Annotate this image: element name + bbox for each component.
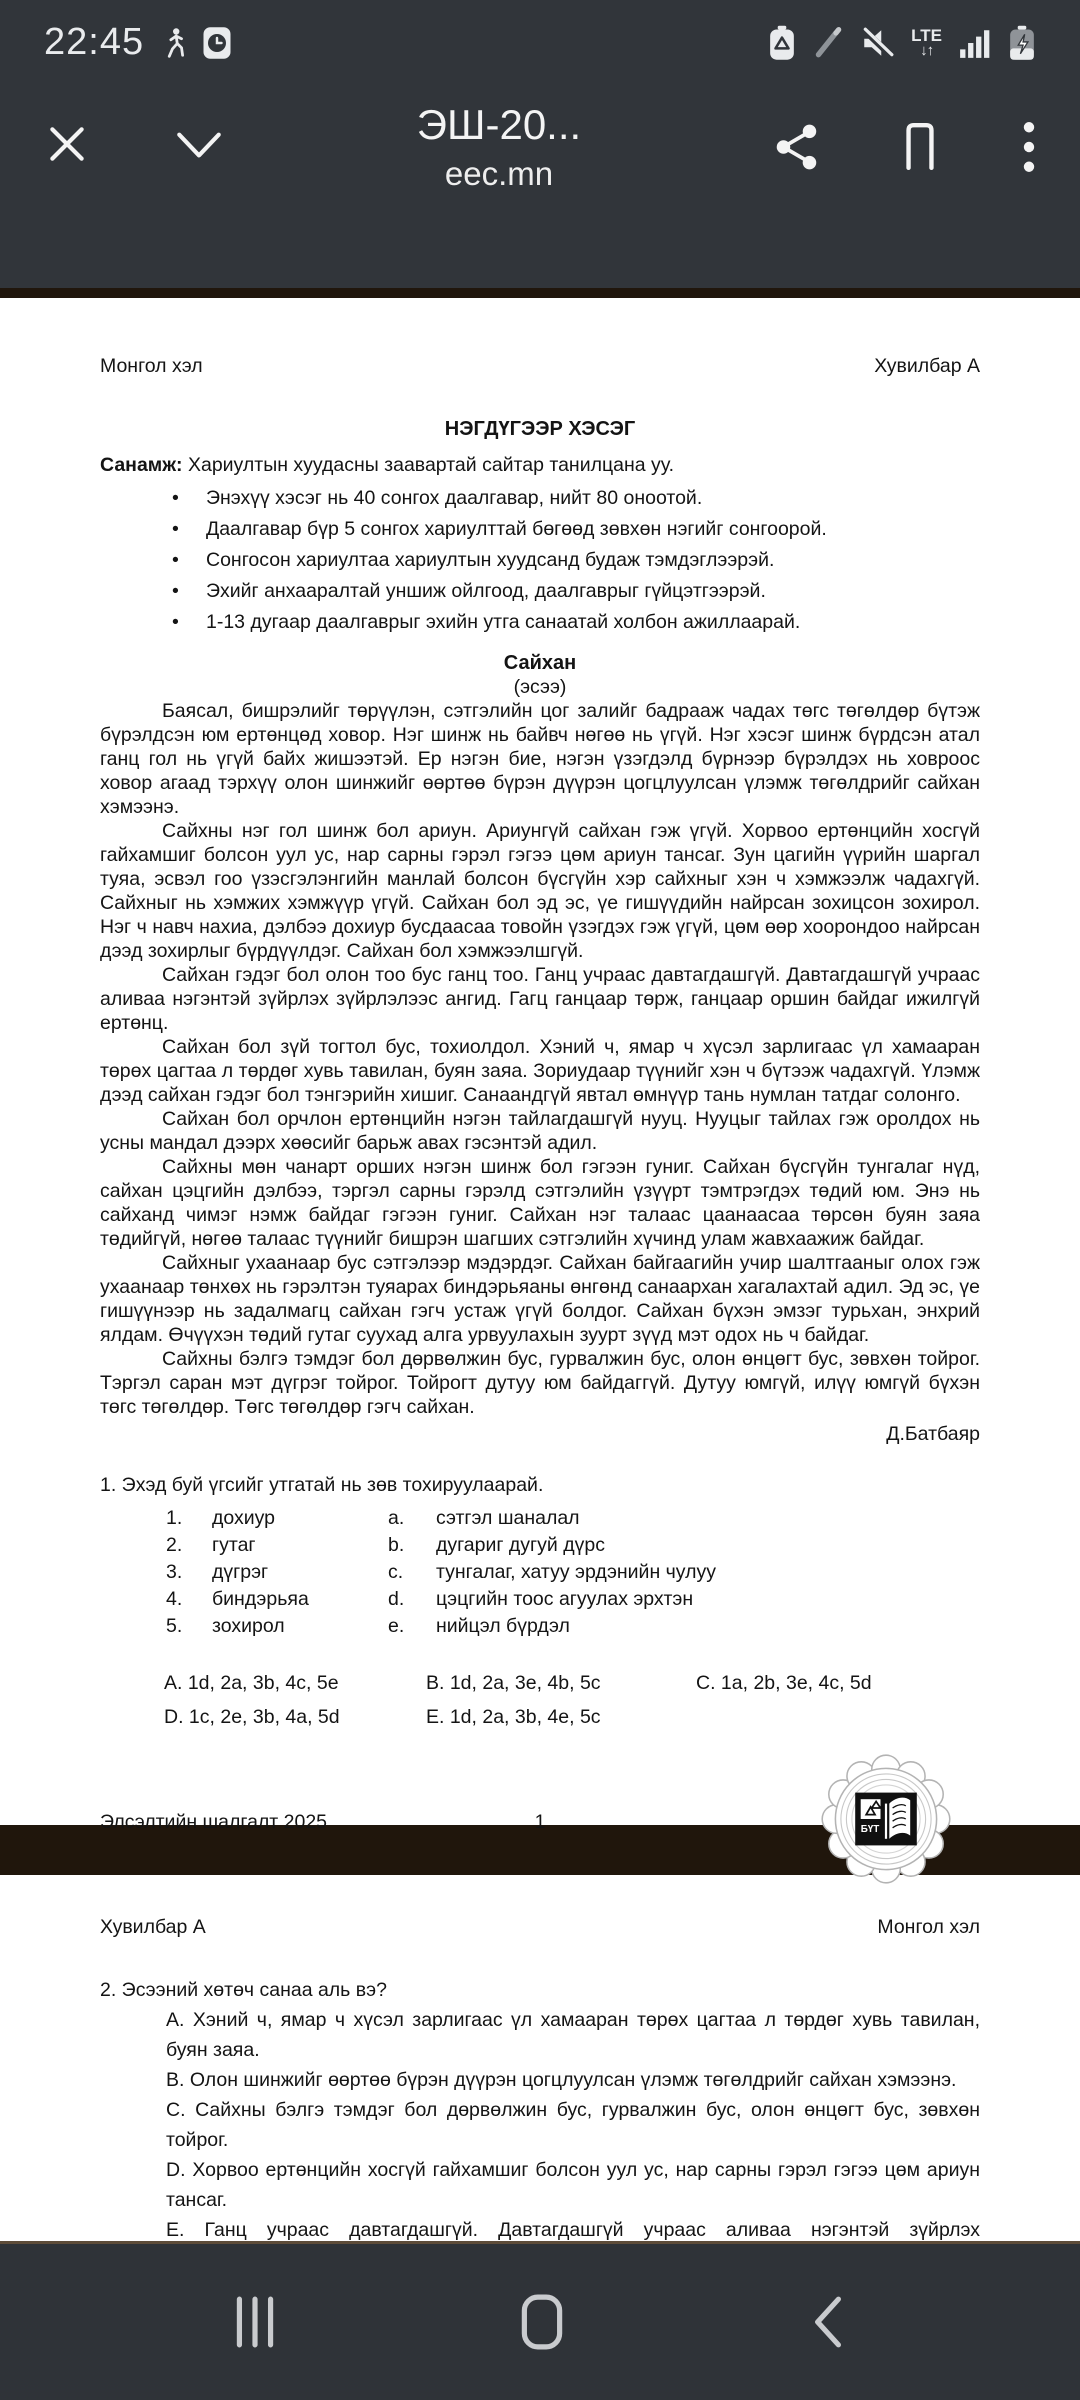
essay-paragraph: Сайхан бол зүй тогтол бус, тохиолдол. Хэний ч, ямар ч хүсэл зарлигаас үл хамааран төрөх цагтаа л төрдөг хувь тавилан, буян заяа. Зориудаар түүнийг хэн ч бүтээж чадахгүй. Үлэмж дээд сайхан гэдэг бол тэнгэрийн хишиг. Санаандгүй явтал өмнүүр тань нумлан татдаг солонго. (100, 1036, 980, 1106)
match-letter: e. (388, 1615, 405, 1637)
list-item (172, 576, 980, 607)
status-bar (0, 0, 1080, 85)
bullet-icon: • (172, 487, 179, 509)
match-letter: d. (388, 1588, 405, 1610)
back-button[interactable] (809, 2294, 845, 2350)
match-definition: цэцгийн тоос агуулах эрхтэн (436, 1588, 694, 1610)
answer-option: A. Хэний ч, ямар ч хүсэл зарлигаас үл хамааран төрөх цагтаа л төрдөг хувь тавилан, буян заяа. (166, 2009, 980, 2061)
answer-option: E. Ганц учраас давтагдашгүй. Давтагдашгүй учраас аливаа нэгэнтэй зүйрлэх (166, 2219, 980, 2241)
match-number: 3. (166, 1561, 183, 1583)
document-title: ЭШ-20... (416, 101, 582, 148)
essay-title: Сайхан (503, 652, 577, 674)
answer-option: D. Хорвоо ертөнцийн хосгүй гайхамшиг болсон уул ус, нар сарны гэрэл гэгээ цөм ариун тансаг. (166, 2159, 980, 2211)
match-term: биндэрьяа (212, 1588, 309, 1610)
essay-author: Д.Батбаяр (886, 1423, 980, 1445)
share-icon[interactable] (772, 121, 822, 173)
chevron-down-icon[interactable] (172, 121, 226, 167)
list-item (172, 607, 980, 638)
page1-header-left: Монгол хэл (100, 355, 203, 377)
bullet-icon: • (172, 518, 179, 540)
page-number: 1 (534, 1811, 546, 1833)
match-number: 4. (166, 1588, 183, 1610)
matching-row (166, 1559, 980, 1586)
instruction-list (100, 483, 980, 638)
pdf-viewer-toolbar (0, 85, 1080, 288)
match-term: дохиур (212, 1507, 276, 1529)
match-term: гутаг (212, 1534, 256, 1556)
bullet-icon: • (172, 580, 179, 602)
exam-footer-text: Элсэлтийн шалгалт 2025 (100, 1811, 328, 1833)
notice-label: Санамж: (100, 454, 183, 476)
answer-option: E. 1d, 2a, 3b, 4e, 5c (426, 1706, 601, 1728)
match-letter: b. (388, 1534, 405, 1556)
clock-app-icon (202, 25, 232, 61)
match-number: 5. (166, 1615, 183, 1637)
answer-option: C. Сайхны бэлгэ тэмдэг бол дөрвөлжин бус, гурвалжин бус, олон өнцөгт бус, зөвхөн тойрог. (166, 2099, 980, 2151)
match-term: дүгрэг (212, 1561, 269, 1583)
page1-footer (100, 1753, 980, 1903)
match-letter: c. (388, 1561, 404, 1583)
page1-header (100, 354, 980, 378)
pdf-page-1 (0, 298, 1080, 1836)
essay-paragraph: Сайхан бол орчлон ертөнцийн нэгэн тайлагдашгүй нууц. Нууцыг тайлах гэж оролдох нь усны мандал дээрх хөөсийг барьж авах гэсэнтэй адил. (100, 1108, 980, 1154)
lte-arrows-icon: ↓↑ (920, 42, 934, 59)
battery-charging-icon (1008, 25, 1036, 61)
list-item (172, 483, 980, 514)
close-icon[interactable] (44, 121, 90, 167)
document-source: eec.mn (444, 155, 554, 192)
matching-list (166, 1505, 980, 1640)
lte-indicator (911, 27, 942, 58)
answer-option: C. 1a, 2b, 3e, 4c, 5d (696, 1672, 872, 1694)
running-app-icon (160, 27, 186, 59)
page2-header-left: Хувилбар А (100, 1916, 206, 1938)
notice-text: Хариултын хуудасны заавартай сайтар танилцана уу. (187, 454, 674, 476)
essay-body (100, 699, 980, 1419)
match-letter: a. (388, 1507, 405, 1529)
matching-row (166, 1505, 980, 1532)
match-definition: нийцэл бүрдэл (436, 1615, 570, 1637)
instruction-text: Сонгосон хариултаа хариултын хуудсанд будаж тэмдэглээрэй. (206, 549, 775, 571)
document-title-block (226, 101, 772, 193)
power-saving-icon (768, 25, 796, 61)
instruction-text: Энэхүү хэсэг нь 40 сонгох даалгавар, нийт 80 оноотой. (206, 487, 703, 509)
matching-row (166, 1586, 980, 1613)
lte-label: LTE (911, 26, 942, 45)
notice-line (100, 453, 980, 477)
essay-paragraph: Баясал, бишрэлийг төрүүлэн, сэтгэлийн цог залийг бадрааж чадах төгс төгөлдөр бүтэж бүрэлдсэн юм ертөнцөд ховор. Нэг шинж нь байвч нөгөө нь үгүй. Нэг хэсэг шинж бүрдсэн атал ганц гол нь үгүй байх жишээтэй. Ер нэгэн бие, нэгэн үзэгдэлд бүрнээр бүрэлдэх нь ховроос ховор агаад тэрхүү олон шинжийг өөртөө бүрэн дүүрэн цогцлуулсан үлэмж төгөлдрийг сайхан хэмээнэ. (100, 700, 980, 818)
answer-option: A. 1d, 2a, 3b, 4c, 5e (164, 1672, 339, 1694)
page1-header-right: Хувилбар А (874, 355, 980, 377)
instruction-text: Даалгавар бүр 5 сонгох хариулттай бөгөөд зөвхөн нэгийг сонгоорой. (206, 518, 827, 540)
question-1-text: 1. Эхэд буй үгсийг утгатай нь зөв тохируулаарай. (100, 1474, 544, 1496)
signal-strength-icon (959, 26, 991, 60)
pdf-page-2 (0, 1875, 1080, 2241)
essay-paragraph: Сайхны бэлгэ тэмдэг бол дөрвөлжин бус, гурвалжин бус, олон өнцөгт бус, зөвхөн тойрог. Тэргэл саран мэт дүгрэг тойрог. Тойрогт дутуу юм байдаггүй. Дутуу юмгүй, илүү юмгүй бүхэн төгс төгөлдөр. Төгс төгөлдөр гэгч сайхан. (100, 1348, 980, 1418)
recents-button[interactable] (235, 2295, 275, 2349)
clock-time: 22:45 (44, 21, 145, 63)
page2-header (100, 1915, 980, 1939)
matching-row (166, 1532, 980, 1559)
bullet-icon: • (172, 549, 179, 571)
bookmark-icon[interactable] (900, 121, 940, 171)
overflow-menu-icon[interactable] (1022, 121, 1036, 173)
list-item (172, 514, 980, 545)
page-top-divider (0, 288, 1080, 298)
bullet-icon: • (172, 611, 179, 633)
match-number: 1. (166, 1507, 183, 1529)
svg-text:БҮТ: БҮТ (860, 1824, 880, 1836)
match-term: зохирол (212, 1615, 285, 1637)
match-definition: тунгалаг, хатуу эрдэнийн чулуу (436, 1561, 716, 1583)
answer-options-row (164, 1670, 980, 1697)
mute-icon (860, 26, 894, 60)
s-pen-icon (813, 26, 843, 60)
answer-option: D. 1c, 2e, 3b, 4a, 5d (164, 1706, 340, 1728)
section-title: НЭГДҮГЭЭР ХЭСЭГ (444, 418, 636, 440)
exam-stamp-logo (820, 1753, 952, 1891)
match-definition: дугариг дугуй дүрс (436, 1534, 605, 1556)
list-item (172, 545, 980, 576)
matching-row (166, 1613, 980, 1640)
essay-paragraph: Сайхны мөн чанарт орших нэгэн шинж бол гэгээн гуниг. Сайхан бүсгүйн тунгалаг нүд, сайхан цэцгийн дэлбээ, тэргэл сарны гэрэлд сэтгэлийн үзүүрт тэмтрэгдэх төдий юм. Энэ нь сайханд чимэг нэмж байдаг гэгээн гуниг. Сайхан нэг талаас цаанаасаа төрсөн буян заяа төдийгүй, нөгөө талаас түүнийг бишрэн шагших сэтгэлийн хүчинд улам жавхаажиж байдаг. (100, 1156, 980, 1250)
essay-paragraph: Сайхан гэдэг бол олон тоо бус ганц тоо. Ганц учраас давтагдашгүй. Давтагдашгүй учраас аливаа нэгэнтэй зүйрлэх зүйрлэлээс ангид. Гагц ганцаар төрж, ганцаар оршин байдаг ижилгүй ертөнц. (100, 964, 980, 1034)
essay-paragraph: Сайхны нэг гол шинж бол ариун. Ариунгүй сайхан гэж үгүй. Хорвоо ертөнцийн хосгүй гайхамшиг болсон уул ус, нар сарны гэрэл гэгээ цөм ариун тансаг. Зун цагийн үүрийн шаргал туяа, эсвэл гоо үзэсгэлэнгийн манлай болсон бүсгүйн хэр сайхныг хэн ч хэмжээлж чадахгүй. Сайхныг нь хэмжих хэмжүүр үгүй. Сайхан бол эд эс, үе гишүүдийн найрсан зохицсон зохирол. Нэг ч навч нахиа, дэлбээ дохиур бусдаасаа товойн үзэгдэх гэж үгүй, цөм өөр хоорондоо найрсан дээд зохирлыг бүрдүүлдэг. Сайхан бол хэмжээлшгүй. (100, 820, 980, 962)
match-number: 2. (166, 1534, 183, 1556)
match-definition: сэтгэл шаналал (436, 1507, 580, 1529)
answer-option: B. Олон шинжийг өөртөө бүрэн дүүрэн цогцлуулсан үлэмж төгөлдрийг сайхан хэмээнэ. (166, 2069, 957, 2091)
question-2-text: 2. Эсээний хөтөч санаа аль вэ? (100, 1979, 387, 2001)
question-2-options (166, 2005, 980, 2245)
essay-subtitle: (эсээ) (513, 676, 567, 698)
answer-option: B. 1d, 2a, 3e, 4b, 5c (426, 1672, 601, 1694)
answer-options-row (164, 1704, 980, 1731)
instruction-text: Эхийг анхааралтай уншиж ойлгоод, даалгаврыг гүйцэтгээрэй. (206, 580, 766, 602)
home-button[interactable] (520, 2294, 564, 2350)
instruction-text: 1-13 дугаар даалгаврыг эхийн утга санаатай холбон ажиллаарай. (206, 611, 801, 633)
page2-header-right: Монгол хэл (877, 1916, 980, 1938)
android-navigation-bar (0, 2244, 1080, 2400)
essay-paragraph: Сайхныг ухаанаар бус сэтгэлээр мэдэрдэг. Сайхан байгаагийн учир шалтгааныг олох гэж ухаанаар төнхөх нь гэрэлтэн туяарах биндэрьяаны өнгөнд санаархан хагалахтай адил. Эд эс, үе гишүүнээр нь задалмагц сайхан гэгч устаж үгүй болдог. Сайхан бүхэн эмзэг турьхан, энхрий ялдам. Өчүүхэн төдий гутаг суухад алга урвуулахын зуурт зүүд мэт одох нь ч байдаг. (100, 1252, 980, 1346)
